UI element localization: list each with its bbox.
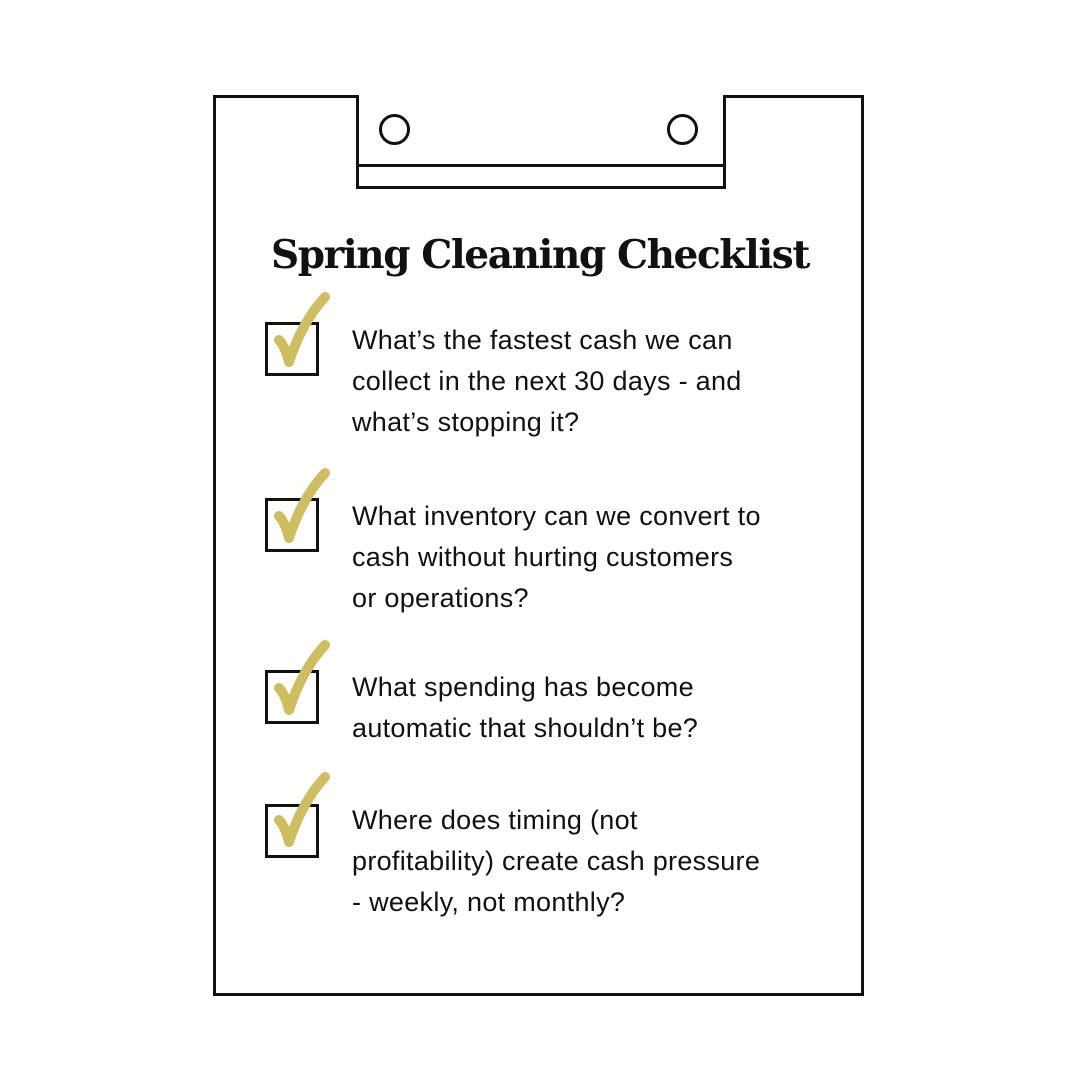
item-question-1 bbox=[352, 320, 842, 443]
checklist-item-4 bbox=[262, 772, 842, 922]
item-line: Where does timing (not bbox=[352, 805, 638, 835]
item-line: What inventory can we convert to bbox=[352, 501, 761, 531]
clip-hole-left bbox=[379, 114, 410, 145]
checkmark-icon bbox=[262, 774, 334, 854]
item-line: What spending has become bbox=[352, 672, 694, 702]
item-question-2 bbox=[352, 496, 842, 619]
checkmark-icon bbox=[262, 470, 334, 550]
item-line: or operations? bbox=[352, 583, 529, 613]
clip-divider bbox=[359, 164, 723, 167]
item-line: cash without hurting customers bbox=[352, 542, 734, 572]
checklist-item-2 bbox=[262, 468, 842, 618]
item-line: collect in the next 30 days - and bbox=[352, 366, 742, 396]
item-line: profitability) create cash pressure bbox=[352, 846, 761, 876]
checklist-item-3 bbox=[262, 642, 842, 752]
checklist-title: Spring Cleaning Checklist bbox=[271, 232, 809, 278]
item-line: What’s the fastest cash we can bbox=[352, 325, 733, 355]
checkmark-icon bbox=[262, 642, 334, 722]
item-question-3 bbox=[352, 667, 842, 749]
item-line: automatic that shouldn’t be? bbox=[352, 713, 699, 743]
checkmark-icon bbox=[262, 294, 334, 374]
item-line: - weekly, not monthly? bbox=[352, 887, 626, 917]
item-question-4 bbox=[352, 800, 842, 923]
clip-hole-right bbox=[667, 114, 698, 145]
item-line: what’s stopping it? bbox=[352, 407, 580, 437]
checklist-item-1 bbox=[262, 296, 842, 446]
clipboard-clip bbox=[356, 95, 726, 189]
